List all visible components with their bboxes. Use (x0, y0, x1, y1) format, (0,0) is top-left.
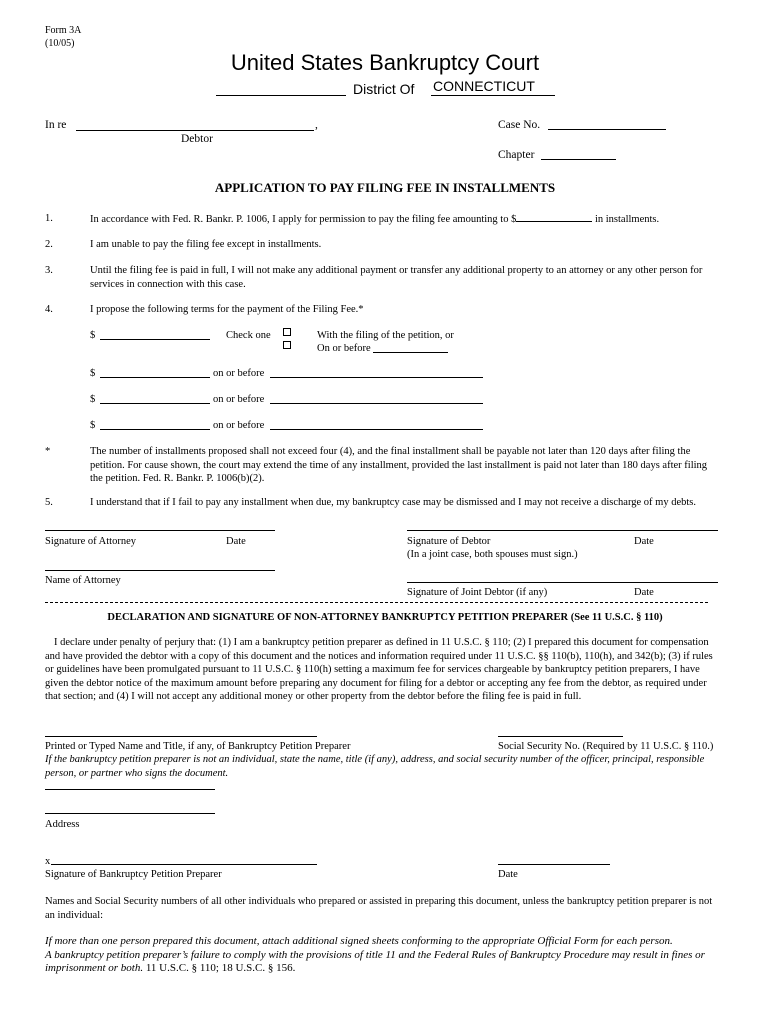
item-3-text: Until the filing fee is paid in full, I will not make any additional payment or transfer any additional property to an attorney or any other person for services in connection with this case. (90, 265, 703, 290)
attorney-signature-label: Signature of Attorney (45, 536, 136, 547)
chapter-label: Chapter (498, 149, 535, 161)
preparer-date-label: Date (498, 869, 518, 880)
filing-fee-amount-line[interactable] (516, 212, 592, 222)
closing-notes (45, 935, 735, 976)
joint-debtor-date-label: Date (634, 587, 654, 598)
option-on-or-before: On or before (317, 343, 371, 354)
option-with-petition: With the filing of the petition, or (317, 330, 454, 341)
debtor-signature-line[interactable] (407, 530, 718, 531)
option-date-line[interactable] (373, 352, 448, 353)
failure-citation: 11 U.S.C. § 110; 18 U.S.C. § 156. (145, 962, 296, 974)
preparer-ssn-line[interactable] (498, 736, 623, 737)
term-1-amount-line[interactable] (100, 339, 210, 340)
failure-warning: A bankruptcy petition preparer’s failure to comply with the provisions of title 11 and the Federal Rules of Bankruptcy Procedure may result in fines or imprisonment or both. (45, 948, 705, 974)
district-line (431, 95, 555, 96)
case-no-line[interactable] (548, 129, 666, 130)
attorney-name-label: Name of Attorney (45, 575, 121, 586)
item-1-text-b: in installments. (594, 214, 660, 225)
item-4-text: I propose the following terms for the payment of the Filing Fee.* (90, 304, 364, 315)
term-1-dollar: $ (90, 330, 96, 341)
item-5-text: I understand that if I fail to pay any installment when due, my bankruptcy case may be dismissed and I may not receive a discharge of my debts. (90, 497, 697, 508)
preparer-signature-label: Signature of Bankruptcy Petition Preparer (45, 869, 222, 880)
term-3-amount-line[interactable] (100, 403, 210, 404)
preparer-signature-line[interactable] (51, 864, 317, 865)
term-2-amount-line[interactable] (100, 377, 210, 378)
joint-case-note: (In a joint case, both spouses must sign.) (407, 549, 578, 560)
item-5-number: 5. (45, 497, 53, 508)
term-2-dollar: $ (90, 368, 96, 379)
not-individual-note: If the bankruptcy petition preparer is not an individual, state the name, title (if any), address, and social security number of the officer, principal, responsible person, or partner who signs the document. (45, 754, 705, 779)
preparer-name-line[interactable] (45, 736, 317, 737)
item-2-text: I am unable to pay the filing fee except in installments. (90, 239, 322, 250)
declaration-body: I declare under penalty of perjury that: (1) I am a bankruptcy petition preparer as defined in 11 U.S.C. § 110; (2) I prepared this document for compensation and have provided the debtor with a copy of this document and the notices and information required under 11 U.S.C. §§ 110(b), 110(h), and 342(b); (3) if rules or guidelines have been promulgated pursuant to 11 U.S.C. § 110(h) setting a maximum fee for services chargeable by bankruptcy petition preparers, I have given the debtor notice of the maximum amount before preparing any document for filing for a debtor or accepting any fee from the debtor, as required under that section; and (4) I will not accept any additional money or other property from the debtor before the filing fee is paid in full. (45, 637, 713, 702)
term-3-on-or-before: on or before (213, 394, 265, 405)
check-one-label: Check one (226, 330, 271, 341)
preparer-date-line[interactable] (498, 864, 610, 865)
form-revision: (10/05) (45, 38, 75, 49)
term-4-on-or-before: on or before (213, 420, 265, 431)
joint-debtor-signature-line[interactable] (407, 582, 718, 583)
address-label: Address (45, 819, 80, 830)
attorney-date-label: Date (226, 536, 246, 547)
form-number: Form 3A (45, 25, 82, 36)
debtor-signature-label: Signature of Debtor (407, 536, 491, 547)
attorney-signature-line[interactable] (45, 530, 275, 531)
item-3-number: 3. (45, 265, 53, 276)
district-label: District Of (353, 81, 415, 97)
term-4-dollar: $ (90, 420, 96, 431)
district-prefix-line[interactable] (216, 95, 346, 96)
attorney-name-line[interactable] (45, 570, 275, 571)
item-1-number: 1. (45, 213, 53, 224)
term-3-dollar: $ (90, 394, 96, 405)
debtor-name-line[interactable] (76, 130, 314, 131)
star-note-text: The number of installments proposed shall not exceed four (4), and the final installment shall be payable not later than 120 days after filing the petition. For cause shown, the court may extend the time of any installment, provided the last installment is paid not later than 180 days after filing the petition. Fed. R. Bankr. P. 1006(b)(2). (90, 446, 708, 484)
term-2-on-or-before: on or before (213, 368, 265, 379)
term-4-amount-line[interactable] (100, 429, 210, 430)
in-re-label: In re (45, 119, 67, 131)
signature-x-mark: x (45, 856, 51, 867)
item-1-text-a: In accordance with Fed. R. Bankr. P. 1006, I apply for permission to pay the filing fee amounting to $ (90, 214, 517, 225)
court-title: United States Bankruptcy Court (230, 50, 540, 75)
declaration-title: DECLARATION AND SIGNATURE OF NON-ATTORNEY BANKRUPTCY PETITION PREPARER (See 11 U.S.C. § 110) (107, 612, 663, 623)
term-3-date-line[interactable] (270, 403, 483, 404)
case-no-label: Case No. (498, 119, 541, 131)
other-preparers-note: Names and Social Security numbers of all other individuals who prepared or assisted in preparing this document, unless the bankruptcy petition preparer is not an individual: (45, 896, 713, 921)
chapter-line[interactable] (541, 159, 616, 160)
debtor-label: Debtor (181, 133, 213, 145)
debtor-date-label: Date (634, 536, 654, 547)
in-re-comma: , (315, 119, 318, 131)
failure-warning-block (45, 949, 735, 976)
item-4-number: 4. (45, 304, 53, 315)
joint-debtor-signature-label: Signature of Joint Debtor (if any) (407, 587, 548, 598)
item-1-text (90, 212, 659, 226)
preparer-name-label: Printed or Typed Name and Title, if any, of Bankruptcy Petition Preparer (45, 741, 351, 752)
more-than-one-note: If more than one person prepared this document, attach additional signed sheets conforming to the appropriate Official Form for each person. (45, 935, 673, 947)
term-2-date-line[interactable] (270, 377, 483, 378)
district-value[interactable]: CONNECTICUT (433, 78, 535, 94)
checkbox-on-or-before[interactable] (283, 341, 291, 349)
checkbox-with-petition[interactable] (283, 328, 291, 336)
preparer-ssn-label: Social Security No. (Required by 11 U.S.C. § 110.) (498, 741, 714, 752)
application-heading: APPLICATION TO PAY FILING FEE IN INSTALLMENTS (214, 180, 556, 195)
address-line-2[interactable] (45, 813, 215, 814)
item-2-number: 2. (45, 239, 53, 250)
address-line-1[interactable] (45, 789, 215, 790)
star-note-marker: * (45, 446, 51, 457)
term-4-date-line[interactable] (270, 429, 483, 430)
section-divider (45, 602, 708, 603)
